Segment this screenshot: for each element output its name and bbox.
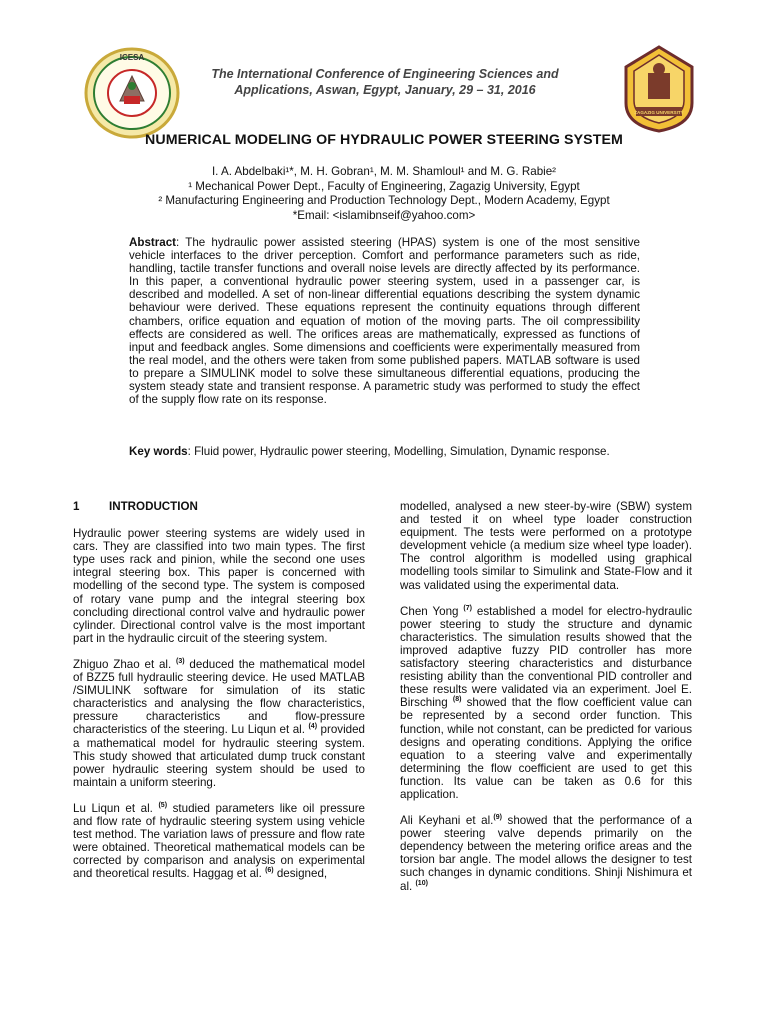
intro-paragraph-5 xyxy=(400,605,692,801)
citation-ref: (3) xyxy=(176,658,185,666)
intro-paragraph-4: modelled, analysed a new steer-by-wire (SBW) system and tested it on wheel type loader construction equipment. The tests were performed on a prototype development vehicle (a medium size wheel type loader). The control algorithm is modelled using graphical modelling tools similar to Simulink and State-Flow and it was validated using the experimental data. xyxy=(400,500,692,592)
author-email: *Email: <islamibnseif@yahoo.com> xyxy=(292,208,476,222)
paper-title: NUMERICAL MODELING OF HYDRAULIC POWER STEERING SYSTEM xyxy=(145,132,623,148)
text-run: Zhiguo Zhao et al. xyxy=(73,657,177,671)
text-run: provided a mathematical model for hydraulic steering system. This study showed that articulated dump truck constant power hydraulic steering system should be used to maintain a uniform steering. xyxy=(73,723,365,789)
authors-line: I. A. Abdelbaki¹*, M. H. Gobran¹, M. M. Shamloul¹ and M. G. Rabie² xyxy=(211,165,557,178)
text-run: showed that the performance of a power steering valve depends primarily on the dependency between the metering orifice areas and the torsion bar angle. The model allows the designer to test such changes in dynamic conditions. Shinji Nishimura et al. xyxy=(400,814,692,893)
intro-paragraph-6 xyxy=(400,814,692,893)
abstract-text: : The hydraulic power assisted steering (HPAS) system is one of the most sensitive vehicle interfaces to the driver perception. Comfort and performance parameters such as ride, handling, tactile transfer functions and overall noise levels are directly affected by its performance. In this paper, a conventional hydraulic power steering system, used in a passenger car, is described and modelled. A set of non-linear differential equations describing the system dynamic behaviour were derived. These equations represent the continuity equations through different chambers, orifice equation and equation of motion of the moving parts. The oil compressibility effects are considered as well. The orifices areas are mathematically, expressed as functions of input and feedback angles. Some dimensions and coefficients were experimentally measured from the real model, and the others were taken from some published papers. MATLAB software is used to prepare a SIMULINK model to solve these simultaneous differential equations, producing the system steady state and transient response. A parametric study was performed to study the effect of the supply flow rate on its response. xyxy=(129,236,640,407)
text-run: deduced the mathematical model of BZZ5 full hydraulic steering device. He used MATLAB /SIMULINK software for simulation of its static characteristics and analysing the flow characteristics, pressure characteristics and flow-pressure characteristics of the steering. Lu Liqun et al. xyxy=(73,657,365,737)
section-number: 1 xyxy=(73,500,80,513)
icesa-conference-logo xyxy=(83,46,181,140)
citation-ref: (9) xyxy=(493,814,502,822)
abstract xyxy=(129,236,640,406)
citation-ref: (8) xyxy=(452,696,462,704)
author-block xyxy=(60,165,708,223)
citation-ref: (5) xyxy=(158,802,168,810)
affiliation-2: ² Manufacturing Engineering and Production Technology Dept., Modern Academy, Egypt xyxy=(158,194,610,207)
intro-paragraph-1: Hydraulic power steering systems are widely used in cars. They are classified into two main types. The first type uses rack and pinion, while the second one uses integral steering box. This paper is concerned with modelling of the second type. The system is composed of rotary vane pump and the integral steering box concluding directional control valve and hydraulic power cylinder. Directional control valve is the most important part in the hydraulic circuit of the steering system. xyxy=(73,527,365,645)
text-run: showed that the flow coefficient value can be represented by a second order function. This function, while not constant, can be predicted for various designs and operating conditions. Applying the orifice equation to a steering valve and experimentally determining the flow coefficient are used to get this function. Its value can be taken as 0.6 for this application. xyxy=(400,696,693,801)
section-title: INTRODUCTION xyxy=(109,500,198,513)
text-run: designed, xyxy=(273,867,328,881)
text-run: Ali Keyhani et al. xyxy=(400,814,494,828)
zagazig-university-logo xyxy=(620,45,698,133)
text-run: studied parameters like oil pressure and flow rate of hydraulic steering system using vehicle test method. The variation laws of pressure and flow rate were obtained. Theoretical mathematical models can be corrected by comparison and analysis on experimental and theoretical results. Haggag et al. xyxy=(73,801,366,881)
keywords-text: : Fluid power, Hydraulic power steering, Modelling, Simulation, Dynamic response. xyxy=(187,445,610,458)
right-column xyxy=(400,500,692,906)
conference-line-1: The International Conference of Engineering Sciences and xyxy=(211,67,559,81)
left-column xyxy=(73,500,365,893)
section-heading xyxy=(73,500,365,513)
citation-ref: (4) xyxy=(308,723,318,731)
left-logo-text: ICESA xyxy=(119,53,145,62)
keywords-label: Key words xyxy=(129,445,188,458)
abstract-label: Abstract xyxy=(129,236,177,249)
text-run: Chen Yong xyxy=(400,604,464,618)
right-logo-text: ZAGAZIG UNIVERSITY xyxy=(634,110,684,115)
keywords xyxy=(129,445,640,459)
text-run: established a model for electro-hydraulic power steering to study the structure and dynamic characteristics. The simulation results showed that the improved adaptive fuzzy PID controller has more satisfactory steering characteristics and disturbance resisting ability than the conventional PID controller and these results were validated via an experiment. Joel E. Birsching xyxy=(400,604,692,710)
citation-ref: (10) xyxy=(415,879,428,887)
citation-ref: (7) xyxy=(463,604,472,612)
citation-ref: (6) xyxy=(265,867,274,875)
text-run: Lu Liqun et al. xyxy=(73,801,159,815)
intro-paragraph-2 xyxy=(73,658,365,789)
conference-header xyxy=(185,66,585,98)
intro-paragraph-3 xyxy=(73,802,365,881)
conference-line-2: Applications, Aswan, Egypt, January, 29 – 31, 2016 xyxy=(234,83,536,97)
affiliation-1: ¹ Mechanical Power Dept., Faculty of Engineering, Zagazig University, Egypt xyxy=(188,179,580,193)
